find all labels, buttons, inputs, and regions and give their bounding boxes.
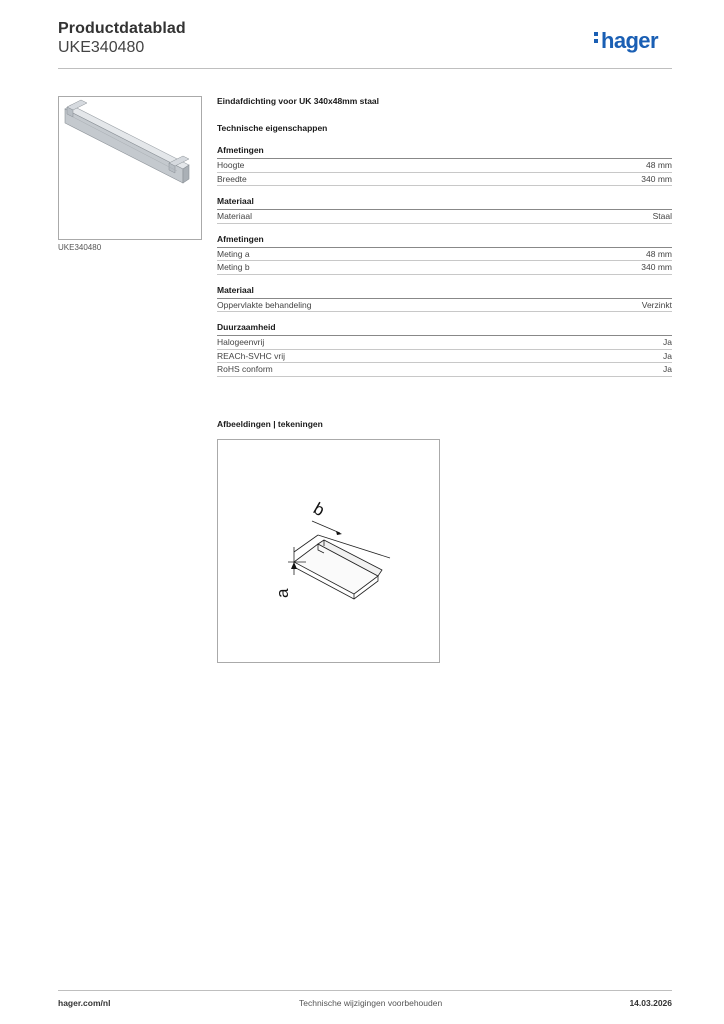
- spec-row-value: Ja: [663, 350, 672, 361]
- spec-row-label: RoHS conform: [217, 364, 273, 374]
- product-image: [58, 96, 202, 240]
- spec-row-label: Meting a: [217, 248, 250, 259]
- spec-row-value: 48 mm: [646, 248, 672, 259]
- spec-row: [217, 336, 672, 350]
- spec-group: [217, 234, 672, 275]
- spec-row-label: Oppervlakte behandeling: [217, 299, 312, 310]
- product-code: UKE340480: [58, 39, 145, 56]
- image-caption: UKE340480: [58, 243, 102, 252]
- header-divider: [58, 68, 672, 69]
- spec-row-label: Meting b: [217, 262, 250, 272]
- spec-row-value: Verzinkt: [641, 299, 672, 310]
- spec-row-value: Staal: [652, 211, 672, 221]
- product-name: Eindafdichting voor UK 340x48mm staal: [217, 96, 380, 106]
- dimension-drawing: [218, 440, 439, 662]
- footer-note: Technische wijzigingen voorbehouden: [299, 998, 443, 1008]
- spec-row-label: Breedte: [217, 173, 247, 184]
- spec-row: [217, 299, 672, 313]
- spec-row-value: 340 mm: [641, 173, 672, 184]
- dimension-label-b: b: [310, 498, 328, 521]
- spec-row-label: Hoogte: [217, 160, 245, 170]
- spec-row: [217, 350, 672, 364]
- footer-date: 14.03.2026: [629, 998, 672, 1008]
- spec-row-label: Halogeenvrij: [217, 337, 265, 347]
- footer-website[interactable]: hager.com/nl: [58, 998, 111, 1008]
- spec-group-heading: Afmetingen: [217, 145, 672, 159]
- spec-group-heading: Materiaal: [217, 196, 672, 210]
- spec-row: [217, 248, 672, 262]
- spec-row: [217, 261, 672, 275]
- spec-group: [217, 196, 672, 224]
- hager-logo: [594, 28, 658, 54]
- spec-row: [217, 363, 672, 377]
- spec-group-heading: Afmetingen: [217, 234, 672, 248]
- spec-group: [217, 285, 672, 313]
- drawings-title: Afbeeldingen | tekeningen: [217, 419, 323, 429]
- spec-table: [217, 92, 672, 377]
- section-title: Technische eigenschappen: [217, 123, 328, 133]
- cover-strip-image: [59, 97, 201, 239]
- spec-row-value: 340 mm: [641, 262, 672, 272]
- spec-row-label: REACh-SVHC vrij: [217, 350, 286, 361]
- footer-divider: [58, 990, 672, 991]
- logo-dots-icon: [594, 29, 598, 46]
- spec-group-heading: Materiaal: [217, 285, 672, 299]
- spec-group-heading: Duurzaamheid: [217, 322, 672, 336]
- spec-row-value: 48 mm: [646, 160, 672, 170]
- spec-row: [217, 159, 672, 173]
- spec-group: [217, 145, 672, 186]
- spec-row-value: Ja: [663, 337, 672, 347]
- technical-drawing: [217, 439, 440, 663]
- spec-group: [217, 322, 672, 377]
- spec-row-label: Materiaal: [217, 211, 252, 221]
- dimension-label-a: a: [273, 588, 292, 598]
- spec-row: [217, 210, 672, 224]
- spec-row-value: Ja: [663, 364, 672, 374]
- spec-row: [217, 173, 672, 187]
- logo-text: hager: [601, 28, 658, 53]
- page-title: Productdatablad: [58, 20, 186, 37]
